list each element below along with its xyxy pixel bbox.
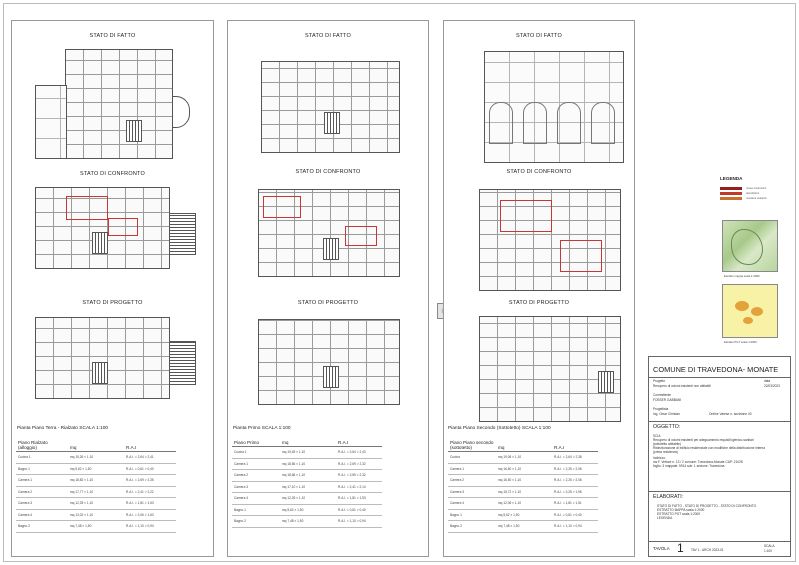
- map-caption: Estratto mappa scala 1:2000: [724, 274, 760, 278]
- table-row: Bagno 1 mq 5,62 × 1,50 R.A.I. = 0,61 > 0,40: [448, 509, 598, 521]
- plan-secondo-progetto: [479, 316, 621, 422]
- table-row: Camera 2 mq 17,77 × 1,10 R.A.I. = 2,41 > 2,22: [16, 486, 176, 498]
- table-row: Camera 3 mq 17,10 × 1,10 R.A.I. = 2,41 > 2,14: [232, 481, 382, 493]
- external-stair: [169, 213, 196, 255]
- table-row: Camera 4 mq 12,06 × 1,10 R.A.I. = 1,81 > 1,51: [448, 498, 598, 510]
- table-row: Bagno 2 mq 7,48 × 1,50 R.A.I. = 1,10 > 0,94: [232, 516, 382, 528]
- map-extract-image: [722, 220, 778, 272]
- plan-primo-confronto: [258, 189, 400, 277]
- panel3-title-progetto: STATO DI PROGETTO: [508, 300, 570, 306]
- legend-label: murature esistenti: [746, 197, 767, 200]
- table-header: mq: [280, 439, 336, 447]
- panel2-title-progetto: STATO DI PROGETTO: [297, 300, 359, 306]
- progetto-text: Recupero di volumi esistenti non abitabili: [653, 384, 711, 388]
- table-header: Piano Piano secondo (sottotetto): [448, 439, 496, 452]
- committente-value: FOSSER GABBANI: [653, 398, 682, 402]
- panel2-title-fatto: STATO DI FATTO: [305, 33, 351, 39]
- elaborati-line: ESTRATTO MAPPA scala 1:2000: [657, 508, 705, 512]
- progettista-value: Ing. Omar Christan: [653, 412, 680, 416]
- oggetto-label: OGGETTO:: [653, 424, 681, 430]
- panel3-caption: Pianta Piano Secondo (Sottotetto) SCALA 1:100: [448, 426, 551, 431]
- table-row: Cucina mq 19,06 × 1,10 R.A.I. = 2,64 > 2,38: [448, 452, 598, 464]
- plan-terra-progetto: [35, 317, 170, 399]
- plan-primo-progetto: [258, 319, 400, 405]
- oggetto-line: Recupero di volumi esistenti per adeguamento requisiti igienico-sanitari: [653, 438, 754, 442]
- table-row: Camera 3 mq 12,25 × 1,10 R.A.I. = 1,81 > 1,53: [16, 498, 176, 510]
- title-block: [648, 356, 791, 557]
- scala-value: 1:100: [764, 549, 772, 553]
- progetto-label: Progetto: [653, 379, 666, 383]
- legend-label: nuove costruzioni: [746, 187, 767, 190]
- stair: [598, 371, 614, 393]
- oggetto-line: (sottotetto abitabile): [653, 442, 681, 446]
- oggetto-line: SCIA: [653, 434, 661, 438]
- external-stair: [172, 96, 190, 128]
- legend: [716, 176, 790, 351]
- data-label: data: [764, 379, 771, 383]
- panel2-room-table: [232, 439, 382, 528]
- stair: [92, 362, 108, 384]
- panel3-title-fatto: STATO DI FATTO: [516, 33, 562, 39]
- albo-text: Ordine Varese n. iscrizione 40: [709, 412, 752, 416]
- legend-label: demolizioni: [746, 192, 759, 195]
- stair: [323, 366, 339, 388]
- panel-piano-primo: [227, 20, 429, 557]
- elaborati-label: ELABORATI:: [653, 494, 684, 500]
- pgt-extract-image: [722, 284, 778, 338]
- table-row: Bagno 2 mq 7,48 × 1,50 R.A.I. = 1,10 > 0,94: [448, 521, 598, 533]
- file-code: TAV 1 - ARCH 2023-01: [691, 548, 724, 552]
- table-row: Camera 2 mq 18,56 × 1,10 R.A.I. = 2,69 > 2,32: [232, 470, 382, 482]
- committente-label: Committente: [653, 393, 672, 397]
- elaborati-line: LEGENDA: [657, 516, 673, 520]
- table-row: Bagno 2 mq 7,48 × 1,50 R.A.I. = 1,10 > 0,94: [16, 521, 176, 533]
- table-row: Camera 1 mq 18,56 × 1,10 R.A.I. = 2,69 > 2,32: [232, 458, 382, 470]
- table-row: Camera 1 mq 16,50 × 1,10 R.A.I. = 2,25 > 2,06: [448, 463, 598, 475]
- comune-title: COMUNE DI TRAVEDONA- MONATE: [653, 365, 779, 374]
- table-row: Camera 4 mq 12,25 × 1,10 R.A.I. = 1,81 > 1,53: [232, 493, 382, 505]
- table-header: R.A.I: [336, 439, 382, 447]
- table-row: Camera 3 mq 15,72 × 1,10 R.A.I. = 2,25 > 1,96: [448, 486, 598, 498]
- oggetto-line: (prima residenza): [653, 450, 678, 454]
- table-header: mq: [68, 439, 124, 452]
- scala-label: SCALA: [764, 544, 775, 548]
- elaborati-line: ESTRATTO PGT scala 1:2000: [657, 512, 701, 516]
- panel-piano-terra: [11, 20, 214, 557]
- stair: [324, 112, 340, 134]
- table-row: Camera 1 mq 18,82 × 1,10 R.A.I. = 2,69 > 2,35: [16, 475, 176, 487]
- table-row: Cucina 1 mq 19,45 × 1,10 R.A.I. = 2,64 > 2,43: [232, 447, 382, 459]
- oggetto-line: foglio: 3 mappale: 5914 sub: 1 sezione: Travedona: [653, 464, 725, 468]
- plan-terra-fatto: [65, 49, 173, 159]
- legend-swatch: [720, 197, 742, 200]
- panel-piano-secondo: [443, 20, 635, 557]
- panel3-title-confronto: STATO DI CONFRONTO: [506, 169, 572, 175]
- pgt-caption: Estratto PGT scala 1:2000: [724, 340, 757, 344]
- panel1-caption: Pianta Piano Terra - Rialzato SCALA 1:100: [17, 426, 109, 431]
- data-value: 22/03/2023: [764, 384, 780, 388]
- table-row: Camera 2 mq 16,50 × 1,10 R.A.I. = 2,25 > 2,06: [448, 475, 598, 487]
- external-stair: [169, 341, 196, 385]
- tavola-label: TAVOLA: [653, 546, 670, 551]
- oggetto-line: Indirizzo:: [653, 456, 666, 460]
- table-header: Piano Rialzato (alloggio): [16, 439, 68, 452]
- plan-secondo-confronto: [479, 189, 621, 291]
- panel1-room-table: [16, 439, 176, 533]
- table-row: Bagno 1 mq 5,62 × 1,50 R.A.I. = 0,61 > 0,40: [232, 504, 382, 516]
- panel1-title-confronto: STATO DI CONFRONTO: [80, 171, 145, 177]
- table-header: mq: [496, 439, 552, 452]
- table-row: Camera 4 mq 13,02 × 1,10 R.A.I. = 2,06 > 1,63: [16, 509, 176, 521]
- table-header: Piano Primo: [232, 439, 280, 447]
- legend-title: LEGENDA: [720, 176, 743, 181]
- oggetto-line: Ristrutturazione di edificio residenziale con modifiche della distribuzione interna: [653, 446, 765, 450]
- stair: [323, 238, 339, 260]
- panel1-title-fatto: STATO DI FATTO: [89, 33, 136, 39]
- table-header: R.A.I: [124, 439, 176, 452]
- progettista-label: Progettista: [653, 407, 669, 411]
- plan-secondo-fatto: [484, 51, 624, 163]
- table-row: Cucina 1 mq 19,26 × 1,10 R.A.I. = 2,64 > 2,41: [16, 452, 176, 464]
- plan-terra-confronto: [35, 187, 170, 269]
- panel2-caption: Pianta Primo SCALA 1:100: [233, 426, 291, 431]
- table-row: Bagno 1 mq 5,62 × 1,50 R.A.I. = 0,61 > 0,40: [16, 463, 176, 475]
- plan-terra-fatto-annex: [35, 85, 67, 159]
- tavola-number: 1: [677, 541, 684, 555]
- legend-swatch: [720, 187, 742, 190]
- stair: [126, 120, 142, 142]
- table-header: R.A.I: [552, 439, 598, 452]
- oggetto-line: via F. Vettore n. 13 / 2 comune: Travedona-Monate CAP: 21028: [653, 460, 743, 464]
- legend-swatch: [720, 192, 742, 195]
- elaborati-line: STATO DI FATTO - STATO DI PROGETTO - STATO DI CONFRONTO: [657, 504, 757, 508]
- stair: [92, 232, 108, 254]
- panel1-title-progetto: STATO DI PROGETTO: [82, 300, 143, 306]
- plan-primo-fatto: [261, 61, 400, 153]
- panel2-title-confronto: STATO DI CONFRONTO: [295, 169, 361, 175]
- panel3-room-table: [448, 439, 598, 533]
